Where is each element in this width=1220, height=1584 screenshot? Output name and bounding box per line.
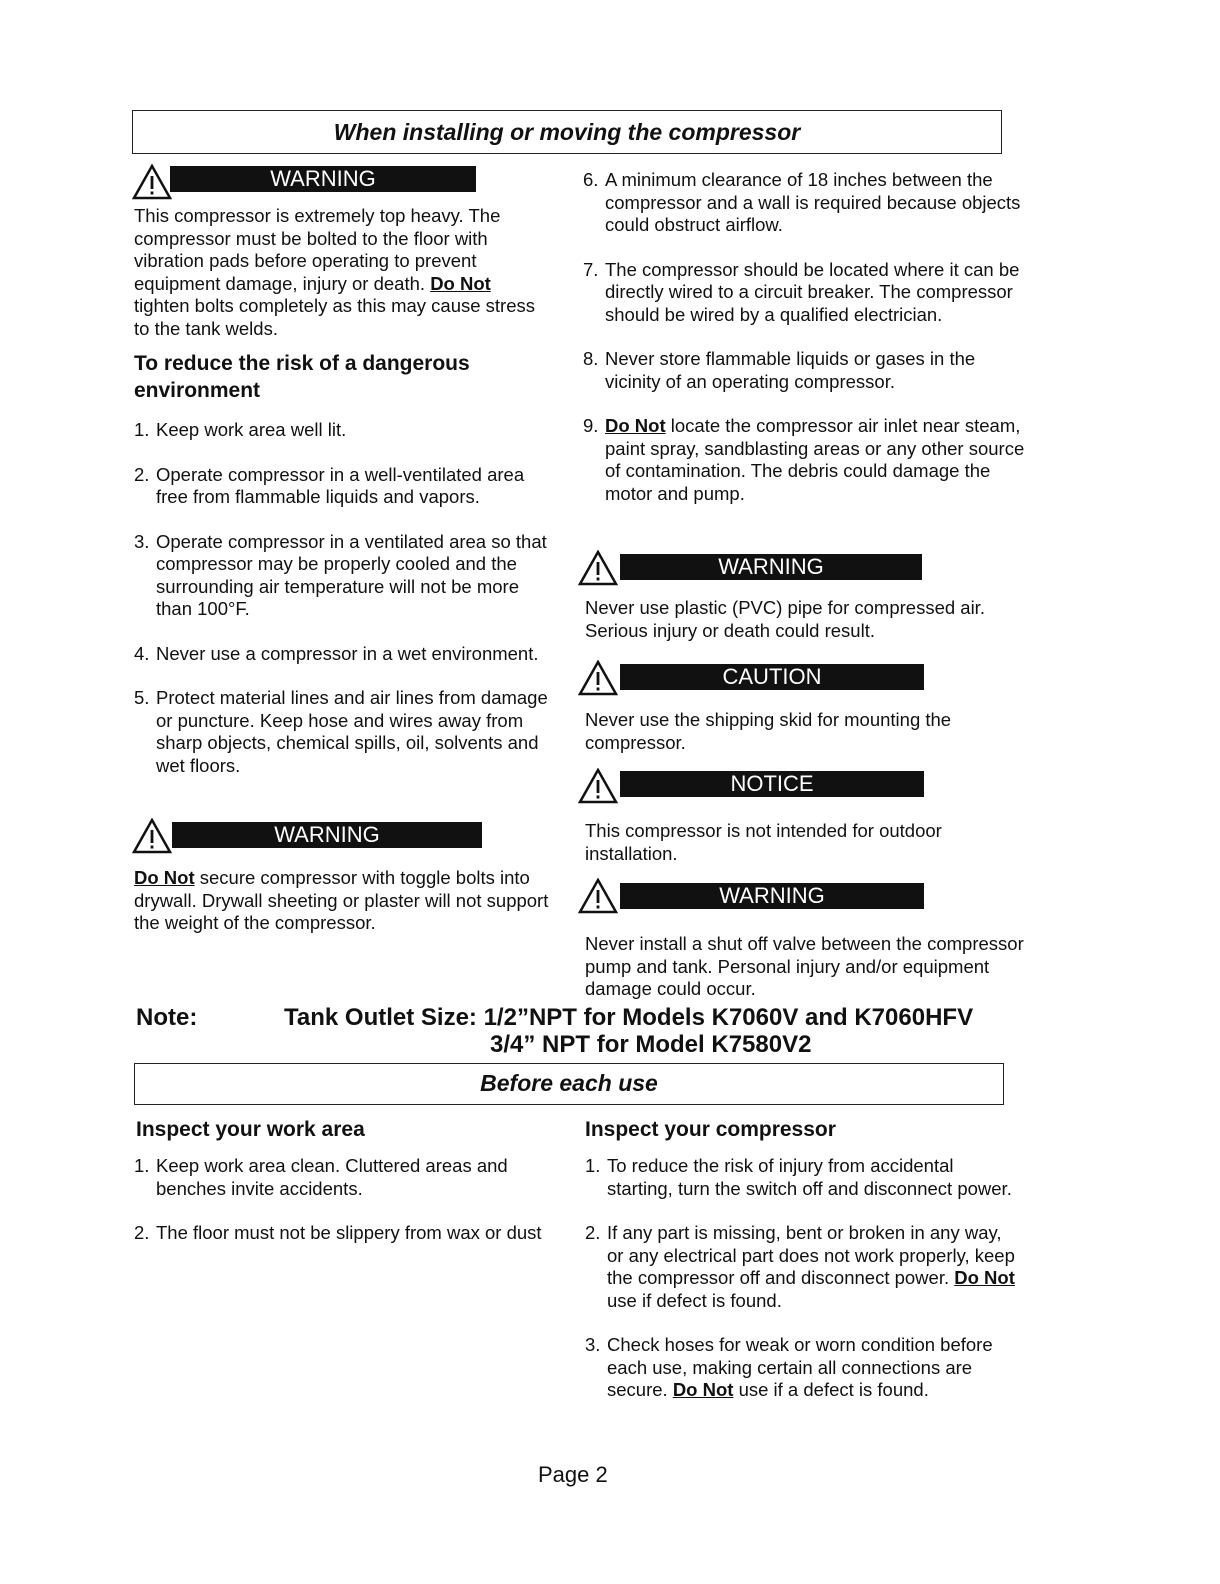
warning-text-shutoff-valve: Never install a shut off valve between the compressor pump and tank. Personal injury and/or equipment damage could occur. xyxy=(585,933,1024,999)
note-tank-outlet-line1: Tank Outlet Size: 1/2”NPT for Models K7060V and K7060HFV xyxy=(284,1004,974,1031)
warning-triangle-icon xyxy=(578,550,618,586)
list-item: 3. Operate compressor in a ventilated area so that compressor may be properly cooled and the surrounding air temperature will not be more than 100°F. xyxy=(134,530,547,619)
warning-bar: WARNING xyxy=(170,166,476,192)
warning-triangle-icon xyxy=(132,164,172,200)
inspect-work-area-heading: Inspect your work area xyxy=(136,1118,365,1141)
list-item: 3. Check hoses for weak or worn condition before each use, making certain all connections are secure. Do Not use if a defect is found. xyxy=(585,1334,993,1400)
list-item: 8. Never store flammable liquids or gases in the vicinity of an operating compressor. xyxy=(583,348,976,392)
environment-list xyxy=(134,419,558,799)
warning-text-toggle-bolts: Do Not secure compressor with toggle bolts into drywall. Drywall sheeting or plaster will not support the weight of the compressor. xyxy=(134,867,549,933)
work-area-list xyxy=(134,1155,558,1267)
caution-bar: CAUTION xyxy=(620,664,924,690)
list-item: 2. The floor must not be slippery from wax or dust xyxy=(134,1222,542,1243)
notice-triangle-icon xyxy=(578,768,618,804)
note-tank-outlet-line2: 3/4” NPT for Model K7580V2 xyxy=(490,1031,812,1058)
warning-bar: WARNING xyxy=(620,883,924,909)
note-label: Note: xyxy=(136,1004,198,1031)
list-item: 1. Keep work area clean. Cluttered areas and benches invite accidents. xyxy=(134,1155,508,1199)
section-title-installing: When installing or moving the compressor xyxy=(132,110,1002,154)
list-item: 9. Do Not locate the compressor air inlet near steam, paint spray, sandblasting areas or any other source of contamination. The debris could damage the motor and pump. xyxy=(583,415,1025,504)
warning-text-top-heavy: This compressor is extremely top heavy. The compressor must be bolted to the floor with vibration pads before operating to prevent equipment damage, injury or death. Do Not tighten bolts completely as this may cause stress to the tank welds. xyxy=(134,205,536,339)
warning-triangle-icon xyxy=(132,818,172,854)
section-title-before-use: Before each use xyxy=(134,1063,1004,1105)
dangerous-environment-heading: To reduce the risk of a dangerous environment xyxy=(134,352,470,402)
list-item: 5. Protect material lines and air lines from damage or puncture. Keep hose and wires away from sharp objects, chemical spills, oil, solvents and wet floors. xyxy=(134,687,548,776)
list-item: 1. To reduce the risk of injury from accidental starting, turn the switch off and disconnect power. xyxy=(585,1155,1012,1199)
installation-list xyxy=(583,169,1033,527)
notice-bar: NOTICE xyxy=(620,771,924,797)
compressor-list xyxy=(585,1155,1015,1424)
page-number: Page 2 xyxy=(538,1462,608,1487)
notice-text-outdoor: This compressor is not intended for outdoor installation. xyxy=(585,820,942,864)
list-item: 2. Operate compressor in a well-ventilated area free from flammable liquids and vapors. xyxy=(134,463,525,507)
warning-bar: WARNING xyxy=(172,822,482,848)
list-item: 1. Keep work area well lit. xyxy=(134,419,347,440)
warning-text-pvc: Never use plastic (PVC) pipe for compressed air. Serious injury or death could result. xyxy=(585,597,985,641)
list-item: 6. A minimum clearance of 18 inches between the compressor and a wall is required because objects could obstruct airflow. xyxy=(583,169,1021,235)
list-item: 4. Never use a compressor in a wet environment. xyxy=(134,642,539,664)
caution-triangle-icon xyxy=(578,660,618,696)
inspect-compressor-heading: Inspect your compressor xyxy=(585,1118,836,1141)
list-item: 2. If any part is missing, bent or broken in any way, or any electrical part does not work properly, keep the compressor off and disconnect power. Do Not use if defect is found. xyxy=(585,1222,1015,1311)
warning-triangle-icon xyxy=(578,878,618,914)
list-item: 7. The compressor should be located where it can be directly wired to a circuit breaker. The compressor should be wired by a qualified electrician. xyxy=(583,258,1020,325)
warning-bar: WARNING xyxy=(620,554,922,580)
caution-text-skid: Never use the shipping skid for mounting the compressor. xyxy=(585,709,952,753)
